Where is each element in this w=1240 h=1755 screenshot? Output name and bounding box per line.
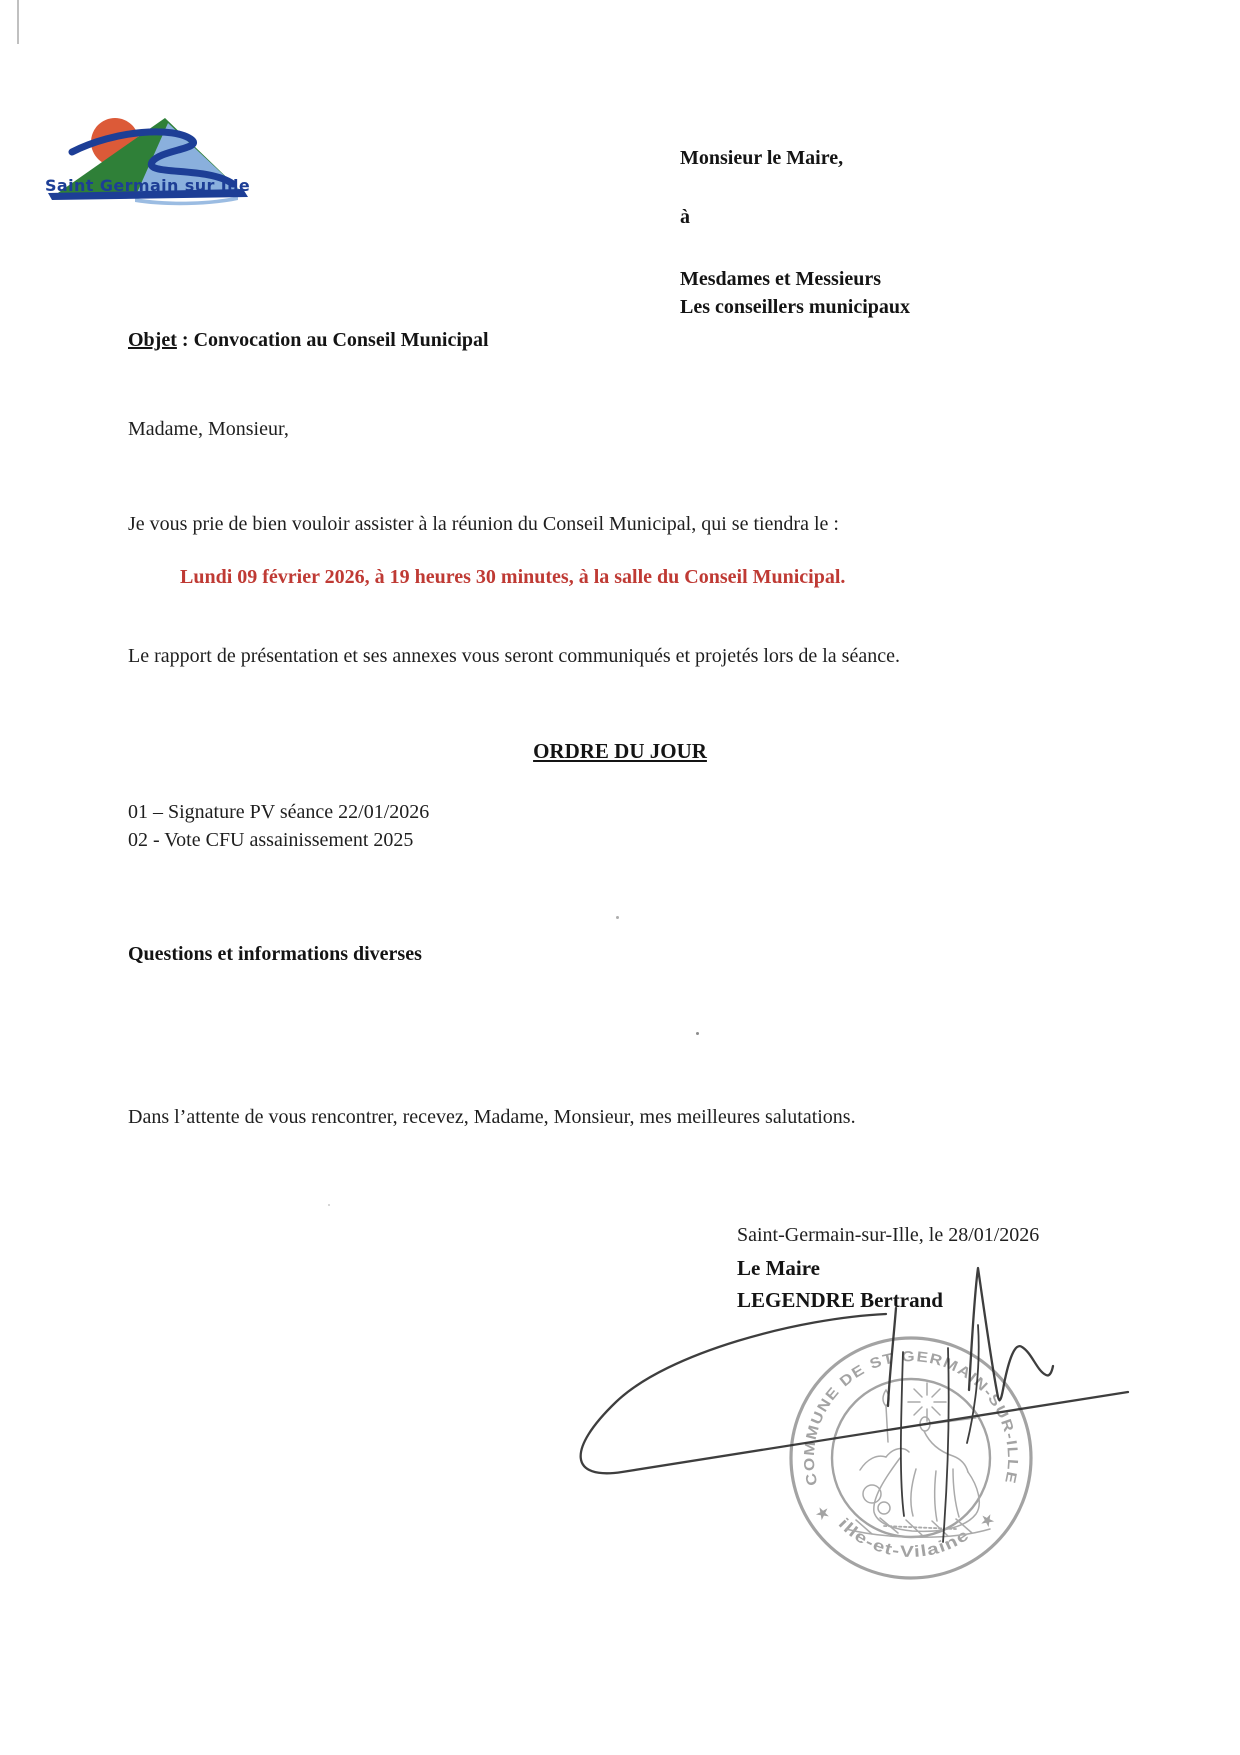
note-paragraph: Le rapport de présentation et ses annexes vous seront communiqués et projetés lors de la séance. [128,645,900,667]
signature-descender-stroke [888,1308,896,1406]
logo-caption: Saint Germain sur Ille [45,176,251,195]
signature-descender-stroke [901,1352,904,1516]
stamp-inner-ring [832,1379,990,1537]
signature-descender-stroke [943,1348,949,1542]
closing-paragraph: Dans l’attente de vous rencontrer, recevez, Madame, Monsieur, mes meilleures salutations. [128,1106,856,1128]
recipient-line-1: Monsieur le Maire, [680,147,844,169]
recipient-line-2: à [680,206,690,228]
stamp-bottom-arc-text: ille-et-Vilaine [834,1515,971,1561]
subject-separator: : [176,329,194,351]
signature-loop-stroke [581,1314,1128,1473]
figure-staff [884,1418,976,1430]
agenda-item: 02 - Vote CFU assainissement 2025 [128,829,414,851]
recipient-line-4: Les conseillers municipaux [680,296,911,318]
signer-name: LEGENDRE Bertrand [737,1288,943,1312]
intro-paragraph: Je vous prie de bien vouloir assister à la réunion du Conseil Municipal, qui se tiendra le : [128,513,839,535]
stamp-outer-ring [791,1338,1031,1578]
stamp-star-icon: ★ [811,1501,834,1526]
municipal-stamp [791,1338,1031,1578]
scan-speck [696,1032,699,1035]
scan-speck [616,916,619,919]
signature-spike-stroke [969,1268,1053,1400]
stamp-marianne-figure [846,1383,990,1537]
signature-descender-stroke [967,1325,979,1443]
scan-edge-artifact [17,0,19,44]
stamp-top-arc-text: COMMUNE DE ST GERMAIN-SUR-ILLE [801,1349,1021,1487]
questions-heading: Questions et informations diverses [128,943,422,965]
subject-line [128,329,489,352]
subject-label: Objet [128,329,177,351]
place-date-line: Saint-Germain-sur-Ille, le 28/01/2026 [737,1224,1040,1246]
subject-text: Convocation au Conseil Municipal [193,329,489,351]
agenda-heading: ORDRE DU JOUR [533,739,707,763]
figure-head [920,1417,930,1431]
agenda-item: 01 – Signature PV séance 22/01/2026 [128,801,430,823]
scan-speck [328,1204,330,1206]
recipient-line-3: Mesdames et Messieurs [680,268,882,290]
signer-role: Le Maire [737,1256,820,1280]
salutation: Madame, Monsieur, [128,418,289,440]
meeting-date-line: Lundi 09 février 2026, à 19 heures 30 minutes, à la salle du Conseil Municipal. [180,566,846,588]
stamp-star-icon: ★ [976,1508,999,1533]
